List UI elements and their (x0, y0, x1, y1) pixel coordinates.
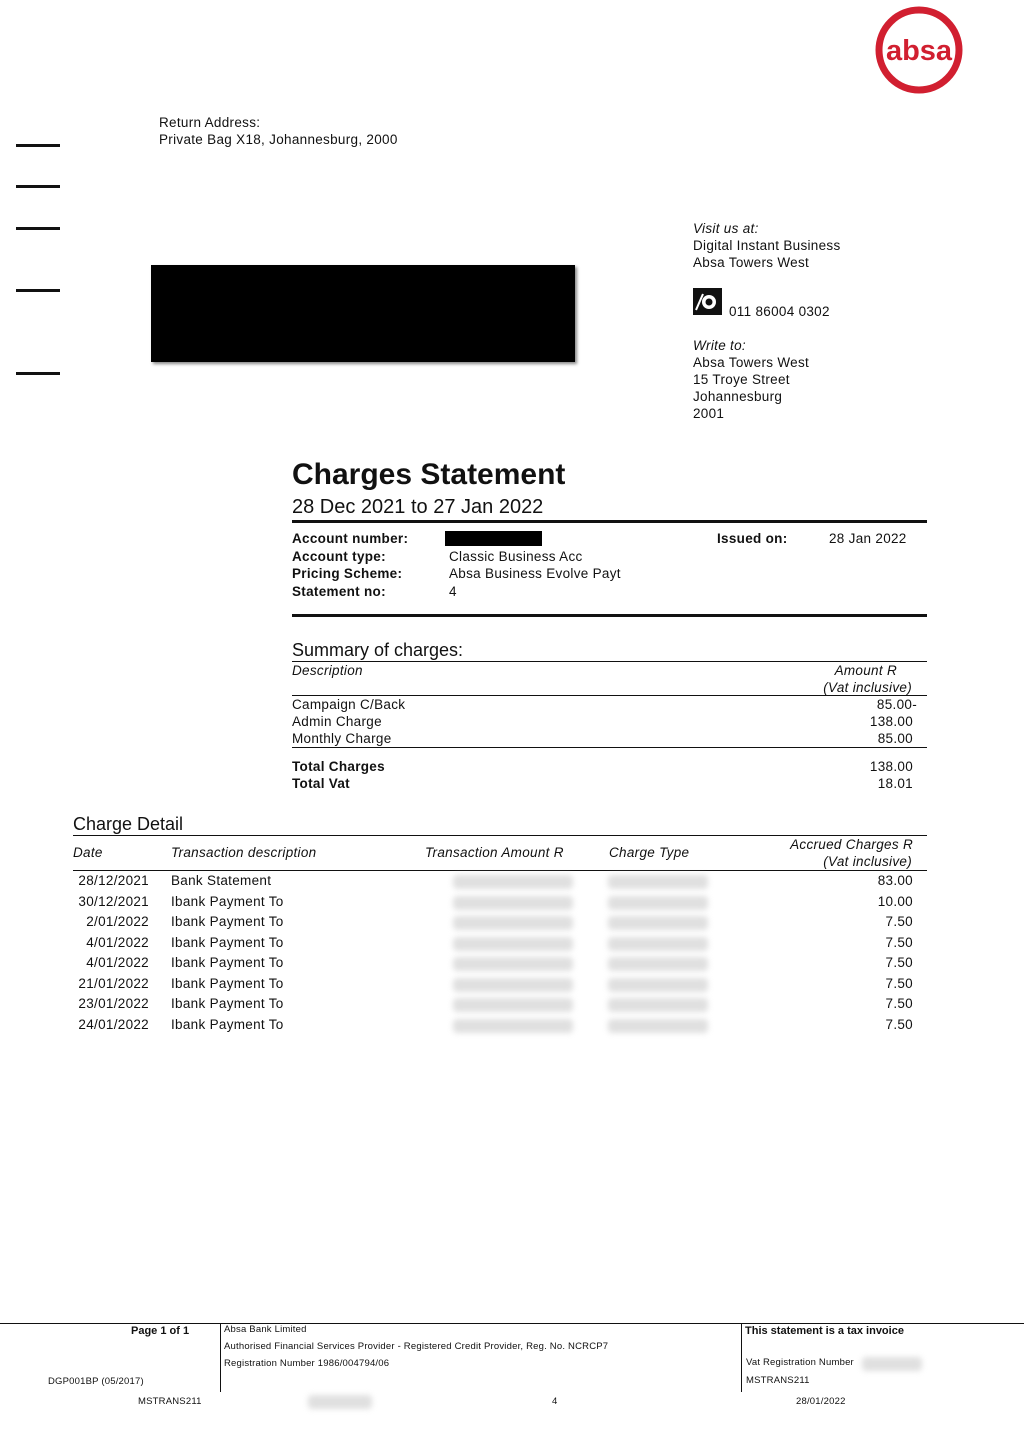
blurred-charge-type (608, 916, 708, 930)
row-date: 24/01/2022 (78, 1016, 149, 1032)
statement-no-label: Statement no: (292, 584, 386, 599)
divider (292, 661, 927, 662)
statement-no-value: 4 (449, 584, 457, 599)
summary-item-amount: 85.00 (877, 731, 913, 746)
table-row (73, 1017, 913, 1037)
divider (73, 870, 927, 871)
phone-number: 011 86004 0302 (729, 304, 830, 319)
logo-text: absa (885, 35, 953, 67)
sequence-number: 4 (552, 1396, 558, 1407)
blurred-amount (453, 998, 573, 1012)
row-date: 2/01/2022 (86, 914, 149, 929)
summary-item-amount: 85.00- (876, 697, 917, 712)
fsp-line: Authorised Financial Services Provider - Registered Credit Provider, Reg. No. NCRCP7 (224, 1341, 609, 1352)
row-accrued: 7.50 (885, 914, 913, 929)
issued-on-label: Issued on: (717, 531, 788, 546)
blurred-charge-type (608, 1019, 708, 1033)
account-number-label: Account number: (292, 531, 409, 546)
page-number: Page 1 of 1 (131, 1325, 190, 1337)
vat-registration-label: Vat Registration Number (746, 1357, 854, 1368)
divider (292, 520, 927, 523)
row-date: 30/12/2021 (78, 893, 149, 909)
write-to-label: Write to: (693, 338, 746, 353)
mstrans-right: MSTRANS211 (746, 1375, 810, 1386)
row-date: 21/01/2022 (78, 975, 149, 991)
page-title: Charges Statement (292, 458, 566, 491)
row-description: Ibank Payment To (171, 955, 284, 970)
phone-icon (693, 288, 722, 315)
return-address: Private Bag X18, Johannesburg, 2000 (159, 132, 398, 147)
row-accrued: 7.50 (885, 934, 913, 950)
footer-vline (220, 1324, 221, 1392)
visit-line-1: Digital Instant Business (693, 238, 841, 253)
row-accrued: 7.50 (885, 955, 913, 970)
table-row (73, 873, 913, 893)
pricing-scheme-label: Pricing Scheme: (292, 566, 403, 581)
visit-us-label: Visit us at: (693, 221, 759, 236)
row-date: 4/01/2022 (86, 955, 149, 970)
summary-item-amount: 138.00 (869, 714, 913, 729)
total-vat-label: Total Vat (292, 776, 350, 791)
tax-invoice-note: This statement is a tax invoice (745, 1325, 904, 1337)
row-description: Bank Statement (171, 873, 272, 888)
summary-heading: Summary of charges: (292, 640, 464, 660)
write-line-4: 2001 (693, 406, 725, 421)
detail-col-amount: Transaction Amount R (425, 845, 564, 860)
blurred-amount (453, 937, 573, 951)
row-description: Ibank Payment To (171, 975, 284, 991)
row-date: 23/01/2022 (78, 996, 149, 1011)
row-date: 4/01/2022 (86, 934, 149, 950)
redacted-account-number (445, 531, 542, 546)
row-description: Ibank Payment To (171, 934, 284, 950)
write-line-3: Johannesburg (693, 389, 783, 404)
visit-line-2: Absa Towers West (693, 255, 810, 270)
absa-logo (872, 5, 966, 95)
blurred-vat-number (862, 1357, 922, 1371)
summary-col-amount: Amount R (834, 663, 897, 678)
row-accrued: 7.50 (885, 996, 913, 1011)
fold-mark (16, 372, 60, 375)
bank-name: Absa Bank Limited (224, 1324, 307, 1335)
account-type-value: Classic Business Acc (449, 549, 583, 564)
blurred-charge-type (608, 998, 708, 1012)
blurred-amount (453, 957, 573, 971)
total-charges-value: 138.00 (869, 759, 913, 774)
write-line-2: 15 Troye Street (693, 372, 790, 387)
row-description: Ibank Payment To (171, 1016, 284, 1032)
divider (292, 614, 927, 617)
fold-mark (16, 289, 60, 292)
detail-col-date: Date (73, 845, 103, 860)
table-row (73, 894, 913, 914)
table-row (73, 914, 913, 934)
blurred-charge-type (608, 978, 708, 992)
fold-mark (16, 227, 60, 230)
fold-mark (16, 144, 60, 147)
registration-number: Registration Number 1986/004794/06 (224, 1358, 390, 1369)
blurred-charge-type (608, 937, 708, 951)
statement-period: 28 Dec 2021 to 27 Jan 2022 (292, 496, 544, 518)
total-charges-label: Total Charges (292, 759, 385, 774)
summary-col-amount-sub: (Vat inclusive) (823, 680, 912, 695)
divider (73, 835, 927, 836)
blurred-charge-type (608, 896, 708, 910)
summary-col-description: Description (292, 663, 363, 678)
footer-divider (0, 1323, 1024, 1324)
blurred-charge-type (608, 957, 708, 971)
summary-item-description: Campaign C/Back (292, 697, 406, 712)
divider (292, 747, 927, 748)
row-date: 28/12/2021 (78, 873, 149, 888)
row-description: Ibank Payment To (171, 914, 284, 929)
detail-col-description: Transaction description (171, 845, 317, 860)
row-accrued: 83.00 (877, 873, 913, 888)
table-row (73, 996, 913, 1016)
blurred-amount (453, 875, 573, 889)
blurred-amount (453, 896, 573, 910)
summary-item-description: Admin Charge (292, 714, 382, 729)
row-accrued: 10.00 (877, 893, 913, 909)
summary-item-description: Monthly Charge (292, 731, 392, 746)
total-vat-value: 18.01 (877, 776, 913, 791)
row-description: Ibank Payment To (171, 893, 284, 909)
blurred-charge-type (608, 875, 708, 889)
row-accrued: 7.50 (885, 1016, 913, 1032)
row-accrued: 7.50 (885, 975, 913, 991)
detail-col-accrued: Accrued Charges R (790, 837, 913, 852)
divider (292, 695, 927, 696)
issued-on-value: 28 Jan 2022 (829, 531, 907, 546)
fold-mark (16, 185, 60, 188)
redacted-address-block (151, 265, 575, 362)
table-row (73, 955, 913, 975)
table-row (73, 935, 913, 955)
return-address-label: Return Address: (159, 115, 261, 130)
write-line-1: Absa Towers West (693, 355, 810, 370)
pricing-scheme-value: Absa Business Evolve Payt (449, 566, 621, 581)
detail-col-type: Charge Type (609, 845, 690, 860)
blurred-amount (453, 916, 573, 930)
table-row (73, 976, 913, 996)
form-code: DGP001BP (05/2017) (48, 1376, 144, 1387)
detail-col-accrued-sub: (Vat inclusive) (823, 854, 912, 869)
account-type-label: Account type: (292, 549, 386, 564)
blurred-amount (453, 1019, 573, 1033)
footer-vline (741, 1324, 742, 1392)
blurred-reference (308, 1395, 372, 1409)
row-description: Ibank Payment To (171, 996, 284, 1011)
blurred-amount (453, 978, 573, 992)
charge-detail-heading: Charge Detail (73, 814, 184, 834)
footer-date: 28/01/2022 (796, 1396, 846, 1407)
mstrans-left: MSTRANS211 (138, 1396, 202, 1407)
